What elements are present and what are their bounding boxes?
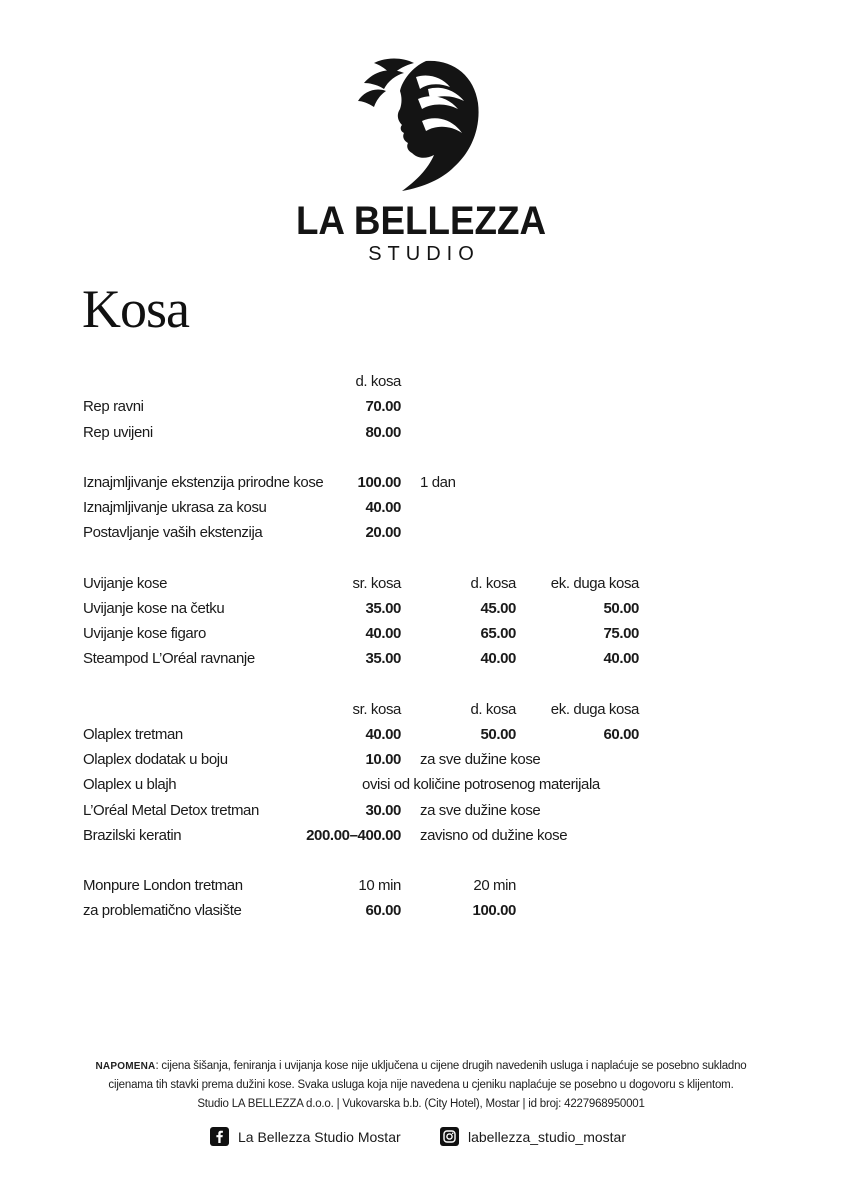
- note-line: cijenama tih stavki prema dužini kose. Svaka usluga koja nije navedena u cjeniku naplaćuje se posebno u dogovoru s klijentom.: [108, 1079, 734, 1091]
- facebook-icon: [210, 1127, 229, 1146]
- price-row: [0, 749, 842, 771]
- service-name: Brazilski keratin: [83, 827, 182, 844]
- price-note: zavisno od dužine kose: [420, 827, 568, 844]
- price-value: 10.00: [365, 751, 401, 768]
- page-title: Kosa: [82, 279, 189, 339]
- column-header: sr. kosa: [352, 701, 401, 718]
- service-name: Uvijanje kose na četku: [83, 600, 225, 617]
- brand-name: LA BELLEZZA: [295, 199, 547, 243]
- note-line: [0, 1057, 842, 1076]
- price-value: 80.00: [365, 424, 401, 441]
- note-label: NAPOMENA: [95, 1061, 156, 1072]
- service-name: Rep ravni: [83, 398, 144, 415]
- column-header-row: [0, 371, 842, 393]
- service-name: Olaplex tretman: [83, 726, 183, 743]
- price-value: 50.00: [603, 600, 639, 617]
- column-header: 10 min: [358, 877, 401, 894]
- instagram-icon: [440, 1127, 459, 1146]
- price-row: [0, 422, 842, 444]
- price-row: [0, 598, 842, 620]
- price-value: 60.00: [365, 902, 401, 919]
- social-links: [0, 1127, 842, 1149]
- facebook-label: La Bellezza Studio Mostar: [238, 1128, 401, 1145]
- column-header: sr. kosa: [352, 575, 401, 592]
- column-header: 20 min: [473, 877, 516, 894]
- price-row: [0, 724, 842, 746]
- price-value: 35.00: [365, 600, 401, 617]
- instagram-link[interactable]: [440, 1127, 626, 1146]
- service-name: L’Oréal Metal Detox tretman: [83, 802, 259, 819]
- column-header: d. kosa: [470, 701, 516, 718]
- service-name: Olaplex u blajh: [83, 776, 177, 793]
- price-value: 30.00: [365, 802, 401, 819]
- price-note: 1 dan: [420, 474, 456, 491]
- woman-profile-logo-icon: [356, 55, 486, 195]
- price-value: 40.00: [603, 650, 639, 667]
- price-row: [0, 623, 842, 645]
- price-row-header: [0, 573, 842, 595]
- price-row-header: [0, 875, 842, 897]
- column-header: ek. duga kosa: [550, 701, 639, 718]
- company-info: Studio LA BELLEZZA d.o.o. | Vukovarska b.b. (City Hotel), Mostar | id broj: 4227968950001: [197, 1098, 645, 1110]
- price-value: 40.00: [365, 499, 401, 516]
- price-value: 100.00: [472, 902, 516, 919]
- price-row: [0, 800, 842, 822]
- service-name: Monpure London tretman: [83, 877, 243, 894]
- service-name: Olaplex dodatak u boju: [83, 751, 228, 768]
- price-value: 40.00: [480, 650, 516, 667]
- price-row: [0, 396, 842, 418]
- price-note: za sve dužine kose: [420, 751, 541, 768]
- service-name: za problematično vlasište: [83, 902, 242, 919]
- price-row: [0, 825, 842, 847]
- price-value: 40.00: [365, 726, 401, 743]
- price-row: [0, 497, 842, 519]
- service-name: Steampod L’Oréal ravnanje: [83, 650, 255, 667]
- instagram-label: labellezza_studio_mostar: [468, 1128, 626, 1145]
- price-row: [0, 522, 842, 544]
- price-value: 20.00: [365, 524, 401, 541]
- note-text: : cijena šišanja, feniranja i uvijanja kose nije uključena u cijene drugih navedenih usluga i naplaćuje se posebno sukladno: [155, 1060, 747, 1072]
- price-note: za sve dužine kose: [420, 802, 541, 819]
- price-value: 65.00: [480, 625, 516, 642]
- column-header: ek. duga kosa: [550, 575, 639, 592]
- column-header: d. kosa: [355, 373, 401, 390]
- price-value: 75.00: [603, 625, 639, 642]
- price-value: 200.00–400.00: [306, 827, 401, 844]
- price-value: 40.00: [365, 625, 401, 642]
- service-name: Postavljanje vaših ekstenzija: [83, 524, 263, 541]
- price-value: 45.00: [480, 600, 516, 617]
- price-row: [0, 648, 842, 670]
- service-name: Uvijanje kose: [83, 575, 168, 592]
- column-header: d. kosa: [470, 575, 516, 592]
- column-header-row: [0, 699, 842, 721]
- service-name: Iznajmljivanje ukrasa za kosu: [83, 499, 267, 516]
- brand-subtitle: STUDIO: [368, 243, 480, 265]
- price-note: ovisi od količine potrosenog materijala: [362, 776, 600, 793]
- service-name: Iznajmljivanje ekstenzija prirodne kose: [83, 474, 324, 491]
- price-value: 100.00: [357, 474, 401, 491]
- price-value: 50.00: [480, 726, 516, 743]
- facebook-link[interactable]: [210, 1127, 401, 1146]
- price-value: 35.00: [365, 650, 401, 667]
- price-value: 60.00: [603, 726, 639, 743]
- price-row: [0, 900, 842, 922]
- service-name: Uvijanje kose figaro: [83, 625, 206, 642]
- price-value: 70.00: [365, 398, 401, 415]
- service-name: Rep uvijeni: [83, 424, 153, 441]
- price-row: [0, 774, 842, 796]
- footer-note: [0, 1057, 842, 1114]
- price-row: [0, 472, 842, 494]
- brand-logo: [0, 55, 842, 265]
